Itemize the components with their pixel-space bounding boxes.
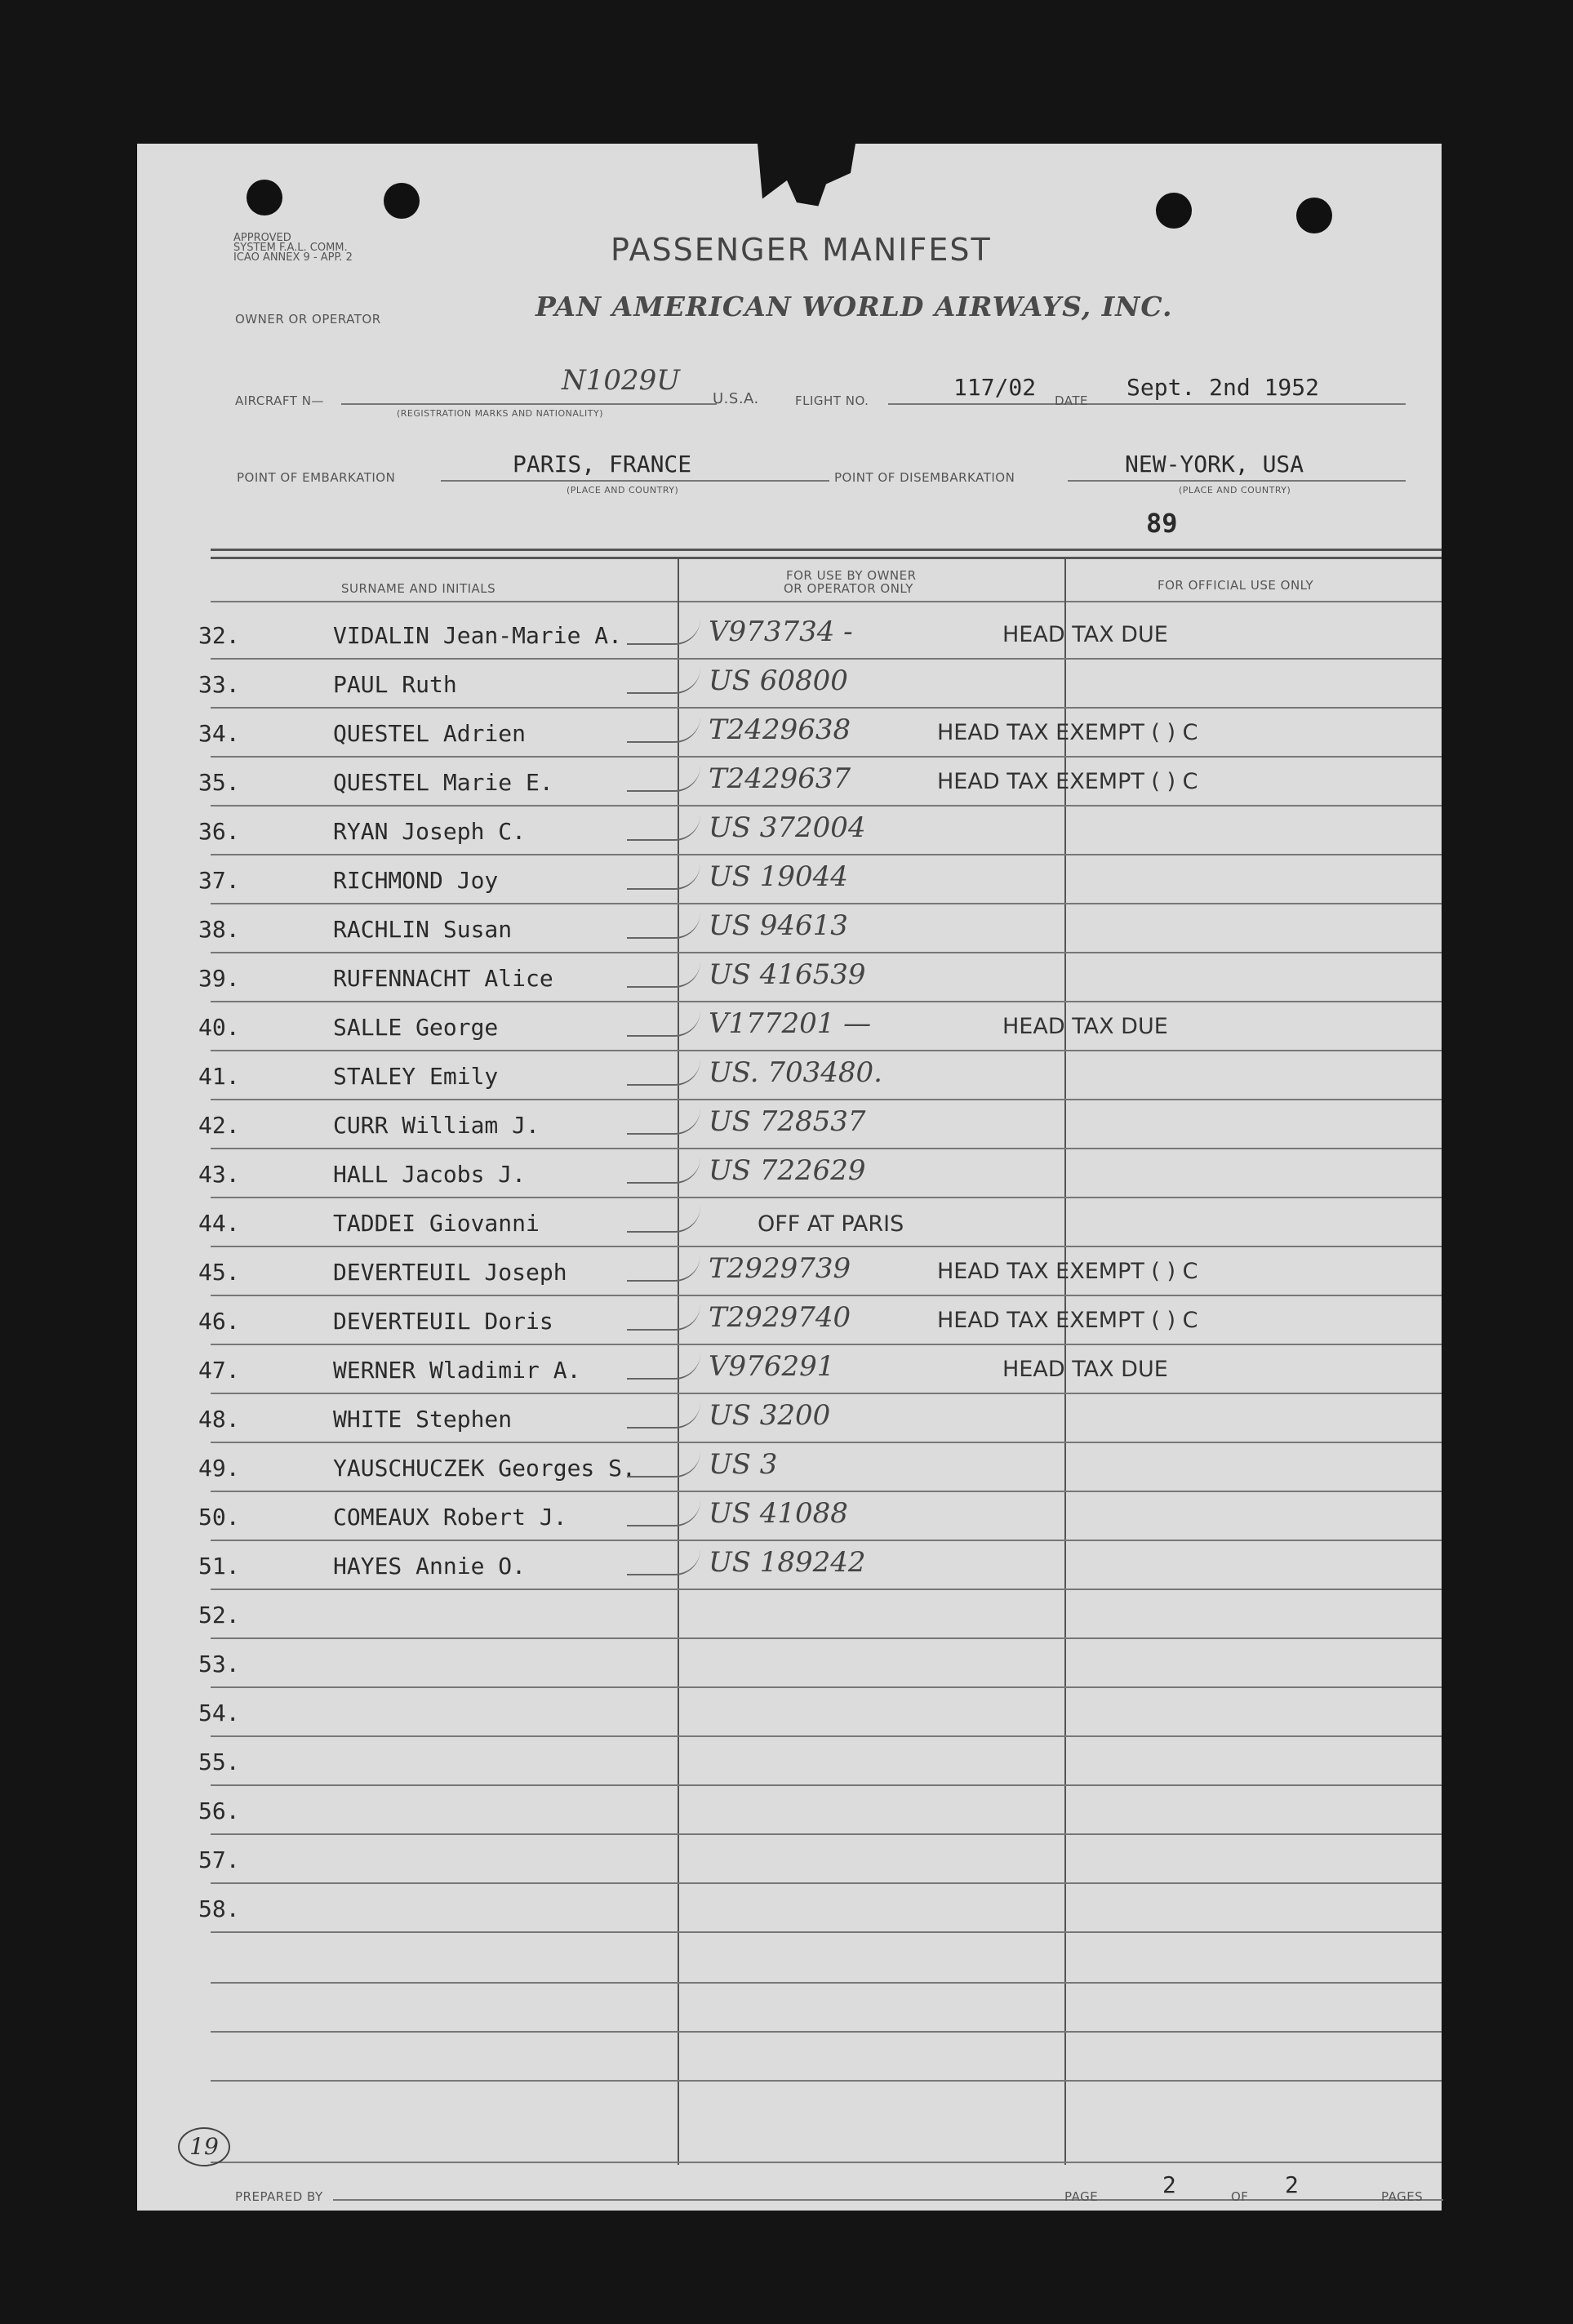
check-mark xyxy=(627,1500,700,1526)
check-mark xyxy=(627,1549,700,1575)
check-mark xyxy=(627,815,700,841)
torn-corner xyxy=(758,144,855,217)
row-rule xyxy=(211,1246,1442,1247)
passport-number: T2929739 xyxy=(709,1252,851,1285)
row-number: 45. xyxy=(198,1259,240,1286)
circled-note: 19 xyxy=(178,2127,230,2166)
check-mark xyxy=(627,766,700,792)
row-number: 32. xyxy=(198,622,240,649)
page-title: PASSENGER MANIFEST xyxy=(611,232,992,268)
row-number: 44. xyxy=(198,1210,240,1237)
passport-number: US 94613 xyxy=(709,909,848,942)
check-mark xyxy=(627,717,700,743)
check-mark xyxy=(627,1060,700,1086)
approval-line: ICAO ANNEX 9 - APP. 2 xyxy=(233,251,353,264)
registration-label: (REGISTRATION MARKS AND NATIONALITY) xyxy=(397,408,604,419)
row-number: 53. xyxy=(198,1651,240,1677)
row-rule xyxy=(211,1148,1442,1149)
row-rule xyxy=(211,1001,1442,1002)
row-rule xyxy=(211,1931,1442,1933)
flight-label: FLIGHT NO. xyxy=(795,393,869,408)
passport-number: US 3200 xyxy=(709,1399,831,1432)
check-mark xyxy=(627,1353,700,1380)
row-number: 43. xyxy=(198,1161,240,1188)
row-rule xyxy=(211,903,1442,904)
row-number: 35. xyxy=(198,769,240,796)
aircraft-underline xyxy=(341,403,717,405)
passenger-name: RICHMOND Joy xyxy=(333,867,499,894)
check-mark xyxy=(627,668,700,694)
passport-number: US 60800 xyxy=(709,664,848,697)
passenger-name: QUESTEL Marie E. xyxy=(333,769,553,796)
row-rule xyxy=(211,805,1442,807)
check-mark xyxy=(627,1451,700,1477)
approval-line: SYSTEM F.A.L. COMM. xyxy=(233,242,348,254)
embarkation-underline xyxy=(441,480,829,482)
passenger-name: WERNER Wladimir A. xyxy=(333,1357,581,1384)
official-remark: HEAD TAX DUE xyxy=(1002,1014,1168,1039)
check-mark xyxy=(627,1402,700,1429)
row-number: 46. xyxy=(198,1308,240,1335)
punch-hole xyxy=(1156,193,1192,229)
passport-number: US 722629 xyxy=(709,1154,866,1187)
row-number: 47. xyxy=(198,1357,240,1384)
row-number: 39. xyxy=(198,965,240,992)
row-rule xyxy=(211,756,1442,758)
passenger-name: PAUL Ruth xyxy=(333,671,457,698)
punch-hole xyxy=(384,183,420,219)
row-rule xyxy=(211,1540,1442,1541)
approval-note xyxy=(233,233,353,263)
row-rule xyxy=(211,1833,1442,1835)
pages-label: PAGES xyxy=(1381,2189,1424,2204)
check-mark xyxy=(627,913,700,939)
passenger-name: RUFENNACHT Alice xyxy=(333,965,553,992)
official-remark: HEAD TAX EXEMPT ( ) C xyxy=(937,1259,1198,1284)
passenger-name: WHITE Stephen xyxy=(333,1406,513,1433)
row-rule xyxy=(211,1882,1442,1884)
row-number: 42. xyxy=(198,1112,240,1139)
passenger-name: DEVERTEUIL Joseph xyxy=(333,1259,567,1286)
row-number: 50. xyxy=(198,1504,240,1531)
row-number: 34. xyxy=(198,720,240,747)
row-number: 54. xyxy=(198,1700,240,1726)
blank-rule xyxy=(211,1982,1442,1984)
official-remark: HEAD TAX DUE xyxy=(1002,1357,1168,1382)
date-value: Sept. 2nd 1952 xyxy=(1126,374,1320,401)
disembarkation-place-label: (PLACE AND COUNTRY) xyxy=(1179,485,1291,495)
row-rule xyxy=(211,1393,1442,1394)
row-number: 33. xyxy=(198,671,240,698)
passenger-name: HAYES Annie O. xyxy=(333,1553,527,1580)
disembarkation-value: NEW-YORK, USA xyxy=(1125,451,1304,478)
disembarkation-label: POINT OF DISEMBARKATION xyxy=(834,470,1015,485)
passport-number: T2429637 xyxy=(709,762,851,795)
aircraft-label: AIRCRAFT N— xyxy=(235,393,324,408)
row-rule xyxy=(211,1491,1442,1492)
check-mark xyxy=(627,619,700,645)
owner-label: OWNER OR OPERATOR xyxy=(235,312,381,327)
column-header-rule xyxy=(211,601,1442,602)
check-mark xyxy=(627,1304,700,1331)
row-rule xyxy=(211,1442,1442,1443)
passport-number: V177201 — xyxy=(709,1007,872,1040)
row-number: 38. xyxy=(198,916,240,943)
row-number: 48. xyxy=(198,1406,240,1433)
check-mark xyxy=(627,1158,700,1184)
row-rule xyxy=(211,1344,1442,1345)
header-rule xyxy=(211,557,1442,559)
row-rule xyxy=(211,1686,1442,1688)
column-header-name: SURNAME AND INITIALS xyxy=(341,581,496,596)
passport-number: T2429638 xyxy=(709,713,851,746)
passport-number: US 19044 xyxy=(709,860,848,893)
official-remark: HEAD TAX EXEMPT ( ) C xyxy=(937,769,1198,794)
row-rule xyxy=(211,707,1442,709)
page-label: PAGE xyxy=(1064,2189,1099,2204)
passenger-name: VIDALIN Jean-Marie A. xyxy=(333,622,623,649)
row-rule xyxy=(211,1197,1442,1198)
disembarkation-underline xyxy=(1068,480,1406,482)
manifest-count-note: 89 xyxy=(1146,508,1178,539)
passenger-name: YAUSCHUCZEK Georges S. xyxy=(333,1455,636,1482)
blank-rule xyxy=(211,2080,1442,2082)
embarkation-value: PARIS, FRANCE xyxy=(513,451,692,478)
prepared-by-label: PREPARED BY xyxy=(235,2189,323,2204)
blank-rule xyxy=(211,2162,1442,2163)
embarkation-place-label: (PLACE AND COUNTRY) xyxy=(567,485,679,495)
check-mark xyxy=(627,1109,700,1135)
check-mark xyxy=(627,1206,700,1233)
check-mark xyxy=(627,864,700,890)
official-remark: HEAD TAX EXEMPT ( ) C xyxy=(937,1308,1198,1333)
row-number: 51. xyxy=(198,1553,240,1580)
row-number: 37. xyxy=(198,867,240,894)
date-underline xyxy=(1092,403,1406,405)
row-number: 52. xyxy=(198,1602,240,1629)
column-header-owner-use: FOR USE BY OWNER xyxy=(786,568,917,583)
prepared-by-underline xyxy=(333,2199,1443,2201)
of-label: OF xyxy=(1231,2189,1249,2204)
aircraft-value: N1029U xyxy=(562,364,680,397)
official-remark: HEAD TAX DUE xyxy=(1002,622,1168,647)
approval-line: APPROVED xyxy=(233,232,291,244)
row-rule xyxy=(211,1735,1442,1737)
passenger-name: RACHLIN Susan xyxy=(333,916,513,943)
row-rule xyxy=(211,1589,1442,1590)
passport-number: V976291 xyxy=(709,1350,835,1383)
passport-number: US 3 xyxy=(709,1448,778,1481)
column-header-owner-use: OR OPERATOR ONLY xyxy=(784,581,913,596)
passenger-name: QUESTEL Adrien xyxy=(333,720,527,747)
page-total: 2 xyxy=(1285,2171,1299,2198)
row-number: 36. xyxy=(198,818,240,845)
check-mark xyxy=(627,1255,700,1282)
row-number: 40. xyxy=(198,1014,240,1041)
row-number: 55. xyxy=(198,1749,240,1775)
passport-number: US 372004 xyxy=(709,811,866,844)
row-number: 58. xyxy=(198,1895,240,1922)
passenger-name: COMEAUX Robert J. xyxy=(333,1504,567,1531)
row-rule xyxy=(211,1295,1442,1296)
row-number: 41. xyxy=(198,1063,240,1090)
passenger-name: TADDEI Giovanni xyxy=(333,1210,540,1237)
row-rule xyxy=(211,1637,1442,1639)
header-rule xyxy=(211,549,1442,551)
passenger-name: CURR William J. xyxy=(333,1112,540,1139)
date-label: DATE xyxy=(1055,393,1089,408)
manifest-sheet xyxy=(137,144,1442,2211)
airline-name: PAN AMERICAN WORLD AIRWAYS, INC. xyxy=(535,291,1173,322)
row-rule xyxy=(211,1099,1442,1100)
passenger-name: SALLE George xyxy=(333,1014,499,1041)
usa-label: U.S.A. xyxy=(713,390,759,407)
passenger-name: HALL Jacobs J. xyxy=(333,1161,527,1188)
check-mark xyxy=(627,962,700,988)
embarkation-label: POINT OF EMBARKATION xyxy=(237,470,396,485)
punch-hole xyxy=(1296,198,1332,233)
column-header-official: FOR OFFICIAL USE ONLY xyxy=(1158,578,1314,593)
passport-number: V973734 - xyxy=(709,615,853,648)
page-number: 2 xyxy=(1162,2171,1176,2198)
passport-number: US 416539 xyxy=(709,958,866,991)
passport-number: US 41088 xyxy=(709,1497,848,1530)
blank-rule xyxy=(211,2031,1442,2033)
row-rule xyxy=(211,1050,1442,1051)
passenger-name: RYAN Joseph C. xyxy=(333,818,527,845)
passport-number: US 728537 xyxy=(709,1105,866,1138)
check-mark xyxy=(627,1011,700,1037)
passport-number: T2929740 xyxy=(709,1301,851,1334)
passenger-name: DEVERTEUIL Doris xyxy=(333,1308,553,1335)
passenger-name: STALEY Emily xyxy=(333,1063,499,1090)
row-rule xyxy=(211,658,1442,660)
row-rule xyxy=(211,1784,1442,1786)
passport-number: US 189242 xyxy=(709,1546,866,1579)
punch-hole xyxy=(247,180,282,216)
remark: OFF AT PARIS xyxy=(758,1211,904,1237)
row-rule xyxy=(211,854,1442,855)
flight-value: 117/02 xyxy=(953,374,1037,401)
row-number: 56. xyxy=(198,1797,240,1824)
row-number: 57. xyxy=(198,1846,240,1873)
row-rule xyxy=(211,952,1442,953)
row-number: 49. xyxy=(198,1455,240,1482)
passport-number: US. 703480. xyxy=(709,1056,882,1089)
official-remark: HEAD TAX EXEMPT ( ) C xyxy=(937,720,1198,745)
